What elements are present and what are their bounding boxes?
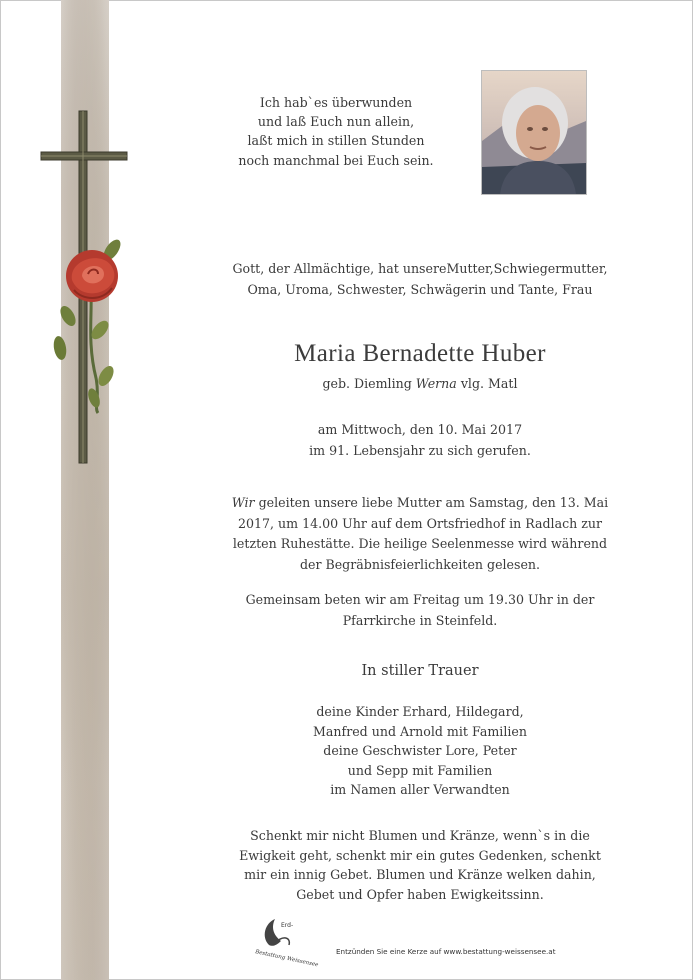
funeral-first-word: Wir: [231, 495, 255, 510]
birth-italic: Werna: [415, 376, 457, 391]
funeral-home-logo-icon: [253, 915, 323, 969]
portrait-photo: [481, 70, 587, 195]
prayer-line: Pfarrkirche in Steinfeld.: [342, 612, 498, 628]
quote-line: mir ein innig Gebet. Blumen und Kränze welken dahin,: [244, 867, 596, 883]
birth-prefix: geb. Diemling: [322, 376, 416, 391]
quote-line: Ewigkeit geht, schenkt mir ein gutes Gedenken, schenkt: [239, 847, 601, 863]
intro-line: Gott, der Allmächtige, hat unsereMutter,Schwiegermutter,: [232, 261, 608, 276]
death-notice: [215, 420, 625, 461]
footer: [250, 915, 630, 969]
birth-suffix: vlg. Matl: [456, 376, 518, 391]
candle-link[interactable]: Entzünden Sie eine Kerze auf www.bestattung-weissensee.at: [336, 947, 556, 956]
logo-text-bottom: Bestattung Weissensee: [254, 949, 319, 969]
logo-text-top: Erd-: [281, 922, 294, 929]
mourner-line: und Sepp mit Familien: [347, 762, 493, 778]
mourner-line: im Namen aller Verwandten: [330, 782, 510, 798]
mourners-list: [215, 702, 625, 800]
birth-name: [215, 376, 625, 391]
poem-line: und laß Euch nun allein,: [257, 114, 415, 130]
intro-line: Oma, Uroma, Schwester, Schwägerin und Tante, Frau: [247, 281, 593, 297]
prayer-line: Gemeinsam beten wir am Freitag um 19.30 Uhr in der: [245, 592, 595, 607]
intro-text: [215, 259, 625, 300]
mourner-line: deine Kinder Erhard, Hildegard,: [316, 704, 524, 719]
closing-quote: [215, 826, 625, 904]
deceased-name: Maria Bernadette Huber: [294, 340, 546, 367]
poem-line: laßt mich in stillen Stunden: [247, 133, 425, 149]
funeral-line: [215, 493, 625, 514]
funeral-line: letzten Ruhestätte. Die heilige Seelenmesse wird während: [232, 536, 608, 552]
death-line: am Mittwoch, den 10. Mai 2017: [317, 422, 523, 437]
mourner-line: Manfred und Arnold mit Familien: [313, 723, 527, 739]
opening-poem: [236, 93, 436, 170]
poem-line: noch manchmal bei Euch sein.: [238, 152, 434, 168]
funeral-line: 2017, um 14.00 Uhr auf dem Ortsfriedhof in Radlach zur: [237, 515, 603, 531]
funeral-line-text: geleiten unsere liebe Mutter am Samstag, den 13. Mai: [254, 495, 609, 510]
prayer-notice: [215, 590, 625, 631]
cross-with-rose-icon: [38, 108, 130, 468]
funeral-line: der Begräbnisfeierlichkeiten gelesen.: [299, 556, 541, 572]
quote-line: Schenkt mir nicht Blumen und Kränze, wenn`s in die: [250, 828, 590, 843]
death-line: im 91. Lebensjahr zu sich gerufen.: [309, 442, 531, 458]
poem-line: Ich hab`es überwunden: [259, 95, 413, 110]
funeral-details: [215, 493, 625, 575]
mourner-line: deine Geschwister Lore, Peter: [323, 743, 517, 759]
quote-line: Gebet und Opfer haben Ewigkeitssinn.: [296, 886, 544, 902]
grief-heading: In stiller Trauer: [361, 663, 479, 679]
